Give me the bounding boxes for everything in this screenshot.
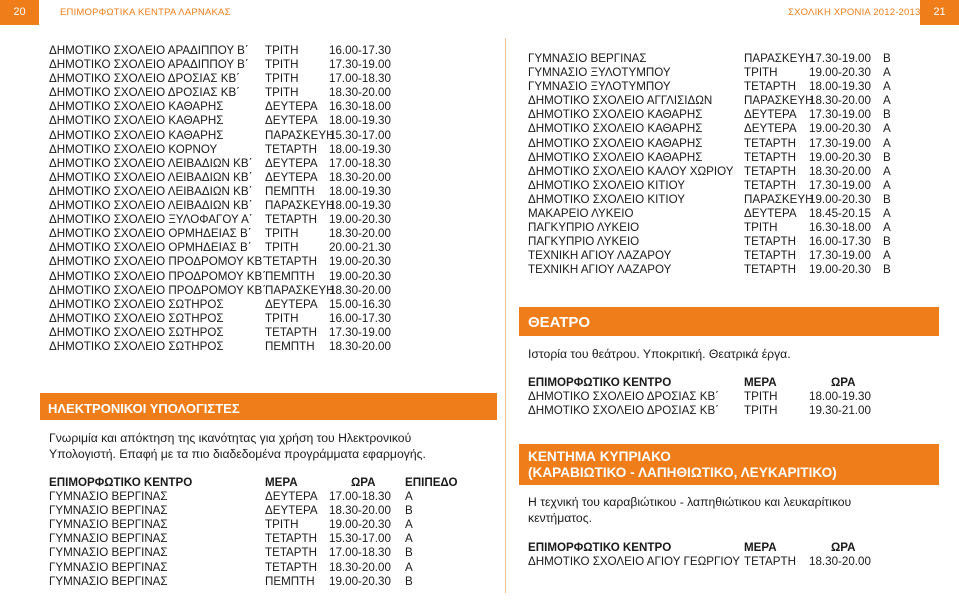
- day-cell: ΤΡΙΤΗ: [265, 241, 299, 255]
- time-cell: 17.00-18.30: [329, 72, 391, 86]
- school-cell: ΔΗΜΟΤΙΚΟ ΣΧΟΛΕΙΟ ΚΑΘΑΡΗΣ: [528, 136, 703, 150]
- table-row: [49, 532, 489, 546]
- day-cell: ΔΕΥΤΕΡΑ: [744, 122, 797, 136]
- school-cell: ΔΗΜΟΤΙΚΟ ΣΧΟΛΕΙΟ ΑΡΑΔΙΠΠΟΥ Β΄: [49, 58, 249, 72]
- school-cell: ΔΗΜΟΤΙΚΟ ΣΧΟΛΕΙΟ ΔΡΟΣΙΑΣ ΚΒ΄: [49, 72, 241, 86]
- school-cell: ΓΥΜΝΑΣΙΟ ΒΕΡΓΙΝΑΣ: [49, 504, 168, 518]
- level-cell: B: [883, 192, 891, 206]
- day-cell: ΤΕΤΑΡΤΗ: [744, 80, 796, 94]
- day-cell: ΤΡΙΤΗ: [265, 518, 299, 532]
- school-cell: ΔΗΜΟΤΙΚΟ ΣΧΟΛΕΙΟ ΛΕΙΒΑΔΙΩΝ ΚΒ΄: [49, 170, 253, 184]
- day-cell: ΤΡΙΤΗ: [265, 58, 299, 72]
- day-cell: ΤΕΤΑΡΤΗ: [744, 235, 796, 249]
- time-cell: 15.30-17.00: [329, 532, 391, 546]
- level-cell: B: [883, 263, 891, 277]
- table-row: [49, 270, 489, 284]
- table-row: [528, 390, 938, 404]
- computers-section-title: ΗΛΕΚΤΡΟΝΙΚΟΙ ΥΠΟΛΟΓΙΣΤΕΣ: [40, 393, 497, 420]
- day-cell: ΤΕΤΑΡΤΗ: [744, 555, 796, 569]
- school-cell: ΔΗΜΟΤΙΚΟ ΣΧΟΛΕΙΟ ΚΙΤΙΟΥ: [528, 192, 685, 206]
- table-row: [49, 157, 489, 171]
- school-cell: ΔΗΜΟΤΙΚΟ ΣΧΟΛΕΙΟ ΛΕΙΒΑΔΙΩΝ ΚΒ΄: [49, 156, 253, 170]
- table-row: [49, 490, 489, 504]
- time-cell: 19.00-20.30: [809, 150, 871, 164]
- day-cell: ΤΕΤΑΡΤΗ: [265, 142, 317, 156]
- time-cell: 16.00-17.30: [809, 235, 871, 249]
- table-row: [49, 326, 489, 340]
- time-cell: 19.00-20.30: [809, 263, 871, 277]
- school-cell: ΤΕΧΝΙΚΗ ΑΓΙΟΥ ΛΑΖΑΡΟΥ: [528, 263, 672, 277]
- theatre-section-title: ΘΕΑΤΡΟ: [519, 307, 939, 336]
- school-cell: ΓΥΜΝΑΣΙΟ ΒΕΡΓΙΝΑΣ: [49, 532, 168, 546]
- school-cell: ΔΗΜΟΤΙΚΟ ΣΧΟΛΕΙΟ ΑΡΑΔΙΠΠΟΥ Β΄: [49, 44, 249, 57]
- level-cell: A: [405, 560, 413, 574]
- day-cell: ΔΕΥΤΕΡΑ: [265, 297, 318, 311]
- school-cell: ΔΗΜΟΤΙΚΟ ΣΧΟΛΕΙΟ ΚΙΤΙΟΥ: [528, 178, 685, 192]
- table-row: [528, 263, 938, 277]
- table-row: [49, 100, 489, 114]
- table-row: [49, 255, 489, 269]
- table-row: [49, 171, 489, 185]
- column-header: ΜΕΡΑ: [265, 476, 298, 489]
- time-cell: 17.30-19.00: [809, 52, 871, 65]
- day-cell: ΔΕΥΤΕΡΑ: [265, 170, 318, 184]
- school-cell: ΔΗΜΟΤΙΚΟ ΣΧΟΛΕΙΟ ΔΡΟΣΙΑΣ ΚΒ΄: [49, 86, 241, 100]
- left-page-number: 20: [0, 0, 39, 25]
- school-cell: ΓΥΜΝΑΣΙΟ ΒΕΡΓΙΝΑΣ: [528, 52, 647, 65]
- day-cell: ΤΡΙΤΗ: [744, 390, 778, 404]
- table-row: [528, 52, 938, 66]
- level-cell: B: [883, 108, 891, 122]
- time-cell: 18.30-20.00: [329, 227, 391, 241]
- time-cell: 16.00-17.30: [329, 311, 391, 325]
- time-cell: 18.45-20.15: [809, 207, 871, 221]
- right-running-title: ΣΧΟΛΙΚΗ ΧΡΟΝΙΑ 2012-2013: [788, 7, 921, 18]
- day-cell: ΤΕΤΑΡΤΗ: [265, 255, 317, 269]
- day-cell: ΤΡΙΤΗ: [265, 86, 299, 100]
- table-row: [528, 94, 938, 108]
- embroidery-description: Η τεχνική του καραβιώτικου - λαπηθιώτικου και λευκαρίτικου κεντήματος.: [528, 495, 852, 525]
- day-cell: ΠΕΜΠΤΗ: [265, 574, 315, 588]
- table-row: [528, 404, 938, 418]
- time-cell: 19.00-20.30: [329, 269, 391, 283]
- left-schedule-table: [49, 44, 489, 354]
- level-cell: A: [883, 249, 891, 263]
- embroidery-title-line1: ΚΕΝΤΗΜΑ ΚΥΠΡΙΑΚΟ: [528, 449, 671, 464]
- school-cell: ΔΗΜΟΤΙΚΟ ΣΧΟΛΕΙΟ ΟΡΜΗΔΕΙΑΣ Β΄: [49, 227, 252, 241]
- table-row: [528, 122, 938, 136]
- table-row: [49, 72, 489, 86]
- time-cell: 19.00-20.30: [329, 213, 391, 227]
- day-cell: ΔΕΥΤΕΡΑ: [744, 207, 797, 221]
- time-cell: 17.30-19.00: [809, 178, 871, 192]
- school-cell: ΔΗΜΟΤΙΚΟ ΣΧΟΛΕΙΟ ΣΩΤΗΡΟΣ: [49, 311, 224, 325]
- table-row: [49, 561, 489, 575]
- time-cell: 17.00-18.30: [329, 490, 391, 504]
- time-cell: 20.00-21.30: [329, 241, 391, 255]
- level-cell: A: [405, 532, 413, 546]
- day-cell: ΠΑΡΑΣΚΕΥΗ: [744, 192, 814, 206]
- level-cell: A: [883, 221, 891, 235]
- time-cell: 18.30-20.00: [329, 283, 391, 297]
- day-cell: ΤΡΙΤΗ: [265, 44, 299, 57]
- level-cell: B: [883, 52, 891, 65]
- school-cell: ΔΗΜΟΤΙΚΟ ΣΧΟΛΕΙΟ ΠΡΟΔΡΟΜΟΥ ΚΒ΄: [49, 283, 267, 297]
- day-cell: ΔΕΥΤΕΡΑ: [744, 108, 797, 122]
- table-row: [49, 298, 489, 312]
- time-cell: 19.00-20.30: [329, 255, 391, 269]
- time-cell: 18.30-20.00: [809, 164, 871, 178]
- time-cell: 19.00-20.30: [809, 66, 871, 80]
- day-cell: ΔΕΥΤΕΡΑ: [265, 490, 318, 504]
- school-cell: ΤΕΧΝΙΚΗ ΑΓΙΟΥ ΛΑΖΑΡΟΥ: [528, 249, 672, 263]
- table-row: [528, 137, 938, 151]
- day-cell: ΔΕΥΤΕΡΑ: [265, 504, 318, 518]
- left-running-title: ΕΠΙΜΟΡΦΩΤΙΚΑ ΚΕΝΤΡΑ ΛΑΡΝΑΚΑΣ: [60, 7, 231, 18]
- table-header-row: [528, 541, 938, 555]
- day-cell: ΤΡΙΤΗ: [744, 66, 778, 80]
- table-row: [528, 207, 938, 221]
- time-cell: 19.00-20.30: [809, 192, 871, 206]
- column-divider: [505, 38, 506, 593]
- embroidery-table: [528, 541, 938, 569]
- day-cell: ΔΕΥΤΕΡΑ: [265, 156, 318, 170]
- day-cell: ΤΡΙΤΗ: [744, 404, 778, 418]
- day-cell: ΠΑΡΑΣΚΕΥΗ: [744, 52, 814, 65]
- page-header: [0, 0, 959, 25]
- time-cell: 18.00-19.30: [329, 199, 391, 213]
- column-header: ΕΠΙΜΟΡΦΩΤΙΚΟ ΚΕΝΤΡΟ: [49, 476, 193, 489]
- level-cell: A: [883, 66, 891, 80]
- school-cell: ΓΥΜΝΑΣΙΟ ΒΕΡΓΙΝΑΣ: [49, 574, 168, 588]
- time-cell: 15.30-17.00: [329, 128, 391, 142]
- time-cell: 18.30-20.00: [329, 504, 391, 518]
- table-row: [49, 185, 489, 199]
- day-cell: ΠΕΜΠΤΗ: [265, 184, 315, 198]
- time-cell: 16.30-18.00: [809, 221, 871, 235]
- table-row: [49, 58, 489, 72]
- theatre-table: [528, 376, 938, 418]
- school-cell: ΔΗΜΟΤΙΚΟ ΣΧΟΛΕΙΟ ΛΕΙΒΑΔΙΩΝ ΚΒ΄: [49, 184, 253, 198]
- table-row: [49, 143, 489, 157]
- table-row: [49, 129, 489, 143]
- level-cell: A: [883, 122, 891, 136]
- day-cell: ΤΕΤΑΡΤΗ: [265, 213, 317, 227]
- level-cell: B: [883, 235, 891, 249]
- school-cell: ΜΑΚΑΡΕΙΟ ΛΥΚΕΙΟ: [528, 207, 634, 221]
- time-cell: 18.00-19.30: [809, 390, 871, 404]
- school-cell: ΔΗΜΟΤΙΚΟ ΣΧΟΛΕΙΟ ΟΡΜΗΔΕΙΑΣ Β΄: [49, 241, 252, 255]
- time-cell: 15.00-16.30: [329, 297, 391, 311]
- day-cell: ΤΕΤΑΡΤΗ: [744, 136, 796, 150]
- school-cell: ΔΗΜΟΤΙΚΟ ΣΧΟΛΕΙΟ ΑΓΙΟΥ ΓΕΩΡΓΙΟΥ: [528, 555, 740, 569]
- table-row: [49, 241, 489, 255]
- school-cell: ΠΑΓΚΥΠΡΙΟ ΛΥΚΕΙΟ: [528, 221, 640, 235]
- table-row: [528, 179, 938, 193]
- school-cell: ΔΗΜΟΤΙΚΟ ΣΧΟΛΕΙΟ ΣΩΤΗΡΟΣ: [49, 339, 224, 353]
- column-header: ΕΠΙΜΟΡΦΩΤΙΚΟ ΚΕΝΤΡΟ: [528, 541, 672, 554]
- day-cell: ΤΕΤΑΡΤΗ: [265, 560, 317, 574]
- time-cell: 18.30-20.00: [329, 170, 391, 184]
- time-cell: 17.30-19.00: [329, 325, 391, 339]
- level-cell: A: [405, 490, 413, 504]
- time-cell: 18.00-19.30: [329, 184, 391, 198]
- computers-table: [49, 476, 489, 589]
- day-cell: ΠΕΜΠΤΗ: [265, 339, 315, 353]
- school-cell: ΔΗΜΟΤΙΚΟ ΣΧΟΛΕΙΟ ΔΡΟΣΙΑΣ ΚΒ΄: [528, 390, 720, 404]
- time-cell: 18.30-20.00: [809, 555, 871, 569]
- school-cell: ΓΥΜΝΑΣΙΟ ΒΕΡΓΙΝΑΣ: [49, 518, 168, 532]
- table-row: [49, 518, 489, 532]
- table-row: [528, 249, 938, 263]
- column-header: ΜΕΡΑ: [744, 541, 777, 554]
- school-cell: ΔΗΜΟΤΙΚΟ ΣΧΟΛΕΙΟ ΣΩΤΗΡΟΣ: [49, 297, 224, 311]
- computers-description: Γνωριμία και απόκτηση της ικανότητας για χρήση του Ηλεκτρονικού Υπολογιστή. Επαφή με τα πιο διαδεδομένα προγράμματα εφαρμογής.: [49, 431, 426, 461]
- level-cell: A: [405, 518, 413, 532]
- level-cell: B: [883, 150, 891, 164]
- day-cell: ΠΑΡΑΣΚΕΥΗ: [265, 199, 335, 213]
- table-row: [49, 284, 489, 298]
- time-cell: 16.30-18.00: [329, 100, 391, 114]
- school-cell: ΓΥΜΝΑΣΙΟ ΒΕΡΓΙΝΑΣ: [49, 546, 168, 560]
- day-cell: ΤΡΙΤΗ: [265, 227, 299, 241]
- day-cell: ΠΑΡΑΣΚΕΥΗ: [744, 94, 814, 108]
- table-row: [528, 108, 938, 122]
- level-cell: B: [405, 546, 413, 560]
- day-cell: ΤΡΙΤΗ: [265, 72, 299, 86]
- column-header: ΕΠΙΜΟΡΦΩΤΙΚΟ ΚΕΝΤΡΟ: [528, 376, 672, 389]
- time-cell: 19.30-21.00: [809, 404, 871, 418]
- table-row: [528, 193, 938, 207]
- time-cell: 18.30-20.00: [329, 339, 391, 353]
- time-cell: 18.00-19.30: [329, 114, 391, 128]
- time-cell: 18.00-19.30: [329, 142, 391, 156]
- day-cell: ΔΕΥΤΕΡΑ: [265, 114, 318, 128]
- time-cell: 17.30-19.00: [809, 136, 871, 150]
- table-row: [49, 340, 489, 354]
- school-cell: ΔΗΜΟΤΙΚΟ ΣΧΟΛΕΙΟ ΚΑΘΑΡΗΣ: [49, 100, 224, 114]
- table-row: [528, 66, 938, 80]
- day-cell: ΤΕΤΑΡΤΗ: [744, 150, 796, 164]
- day-cell: ΤΡΙΤΗ: [744, 221, 778, 235]
- day-cell: ΤΕΤΑΡΤΗ: [265, 325, 317, 339]
- time-cell: 18.30-20.00: [329, 560, 391, 574]
- table-row: [528, 151, 938, 165]
- embroidery-title-line2: (ΚΑΡΑΒΙΩΤΙΚΟ - ΛΑΠΗΘΙΩΤΙΚΟ, ΛΕΥΚΑΡΙΤΙΚΟ): [528, 465, 837, 480]
- day-cell: ΤΕΤΑΡΤΗ: [744, 164, 796, 178]
- column-header: ΩΡΑ: [831, 541, 856, 554]
- school-cell: ΔΗΜΟΤΙΚΟ ΣΧΟΛΕΙΟ ΚΑΘΑΡΗΣ: [528, 122, 703, 136]
- school-cell: ΔΗΜΟΤΙΚΟ ΣΧΟΛΕΙΟ ΚΑΘΑΡΗΣ: [528, 150, 703, 164]
- column-header: ΕΠΙΠΕΔΟ: [405, 476, 458, 489]
- school-cell: ΓΥΜΝΑΣΙΟ ΞΥΛΟΤΥΜΠΟΥ: [528, 66, 671, 80]
- column-header: ΜΕΡΑ: [744, 376, 777, 389]
- school-cell: ΔΗΜΟΤΙΚΟ ΣΧΟΛΕΙΟ ΠΡΟΔΡΟΜΟΥ ΚΒ΄: [49, 255, 267, 269]
- level-cell: A: [883, 207, 891, 221]
- time-cell: 17.00-18.30: [329, 546, 391, 560]
- column-header: ΩΡΑ: [831, 376, 856, 389]
- table-row: [49, 575, 489, 589]
- school-cell: ΔΗΜΟΤΙΚΟ ΣΧΟΛΕΙΟ ΔΡΟΣΙΑΣ ΚΒ΄: [528, 404, 720, 418]
- table-header-row: [528, 376, 938, 390]
- school-cell: ΔΗΜΟΤΙΚΟ ΣΧΟΛΕΙΟ ΛΕΙΒΑΔΙΩΝ ΚΒ΄: [49, 199, 253, 213]
- school-cell: ΔΗΜΟΤΙΚΟ ΣΧΟΛΕΙΟ ΚΑΘΑΡΗΣ: [528, 108, 703, 122]
- school-cell: ΔΗΜΟΤΙΚΟ ΣΧΟΛΕΙΟ ΣΩΤΗΡΟΣ: [49, 325, 224, 339]
- time-cell: 17.30-19.00: [809, 249, 871, 263]
- day-cell: ΤΡΙΤΗ: [265, 311, 299, 325]
- theatre-description: Ιστορία του θεάτρου. Υποκριτική. Θεατρικά έργα.: [528, 347, 791, 361]
- school-cell: ΓΥΜΝΑΣΙΟ ΒΕΡΓΙΝΑΣ: [49, 560, 168, 574]
- time-cell: 19.00-20.30: [329, 574, 391, 588]
- table-row: [49, 227, 489, 241]
- level-cell: B: [405, 574, 413, 588]
- table-row: [528, 555, 938, 569]
- table-row: [49, 86, 489, 100]
- time-cell: 16.00-17.30: [329, 44, 391, 57]
- time-cell: 17.30-19.00: [809, 108, 871, 122]
- school-cell: ΔΗΜΟΤΙΚΟ ΣΧΟΛΕΙΟ ΚΑΘΑΡΗΣ: [49, 114, 224, 128]
- table-row: [528, 165, 938, 179]
- table-row: [49, 213, 489, 227]
- school-cell: ΔΗΜΟΤΙΚΟ ΣΧΟΛΕΙΟ ΑΓΓΛΙΣΙΔΩΝ: [528, 94, 713, 108]
- table-header-row: [49, 476, 489, 490]
- time-cell: 17.30-19.00: [329, 58, 391, 72]
- right-schedule-table: [528, 52, 938, 278]
- school-cell: ΔΗΜΟΤΙΚΟ ΣΧΟΛΕΙΟ ΞΥΛΟΦΑΓΟΥ Α΄: [49, 213, 253, 227]
- school-cell: ΔΗΜΟΤΙΚΟ ΣΧΟΛΕΙΟ ΚΑΘΑΡΗΣ: [49, 128, 224, 142]
- time-cell: 18.30-20.00: [329, 86, 391, 100]
- table-row: [49, 44, 489, 58]
- table-row: [49, 312, 489, 326]
- table-row: [528, 221, 938, 235]
- day-cell: ΠΑΡΑΣΚΕΥΗ: [265, 283, 335, 297]
- school-cell: ΠΑΓΚΥΠΡΙΟ ΛΥΚΕΙΟ: [528, 235, 640, 249]
- day-cell: ΤΕΤΑΡΤΗ: [744, 263, 796, 277]
- time-cell: 17.00-18.30: [329, 156, 391, 170]
- table-row: [528, 80, 938, 94]
- embroidery-section-title: [519, 444, 939, 485]
- level-cell: A: [883, 164, 891, 178]
- day-cell: ΠΑΡΑΣΚΕΥΗ: [265, 128, 335, 142]
- table-row: [49, 504, 489, 518]
- table-row: [49, 199, 489, 213]
- day-cell: ΤΕΤΑΡΤΗ: [265, 532, 317, 546]
- column-header: ΩΡΑ: [351, 476, 376, 489]
- time-cell: 18.00-19.30: [809, 80, 871, 94]
- table-row: [49, 546, 489, 560]
- time-cell: 19.00-20.30: [809, 122, 871, 136]
- school-cell: ΓΥΜΝΑΣΙΟ ΒΕΡΓΙΝΑΣ: [49, 490, 168, 504]
- school-cell: ΔΗΜΟΤΙΚΟ ΣΧΟΛΕΙΟ ΠΡΟΔΡΟΜΟΥ ΚΒ΄: [49, 269, 267, 283]
- day-cell: ΠΕΜΠΤΗ: [265, 269, 315, 283]
- school-cell: ΓΥΜΝΑΣΙΟ ΞΥΛΟΤΥΜΠΟΥ: [528, 80, 671, 94]
- day-cell: ΔΕΥΤΕΡΑ: [265, 100, 318, 114]
- table-row: [49, 114, 489, 128]
- day-cell: ΤΕΤΑΡΤΗ: [744, 249, 796, 263]
- level-cell: A: [883, 136, 891, 150]
- table-row: [528, 235, 938, 249]
- day-cell: ΤΕΤΑΡΤΗ: [265, 546, 317, 560]
- level-cell: B: [405, 504, 413, 518]
- time-cell: 19.00-20.30: [329, 518, 391, 532]
- level-cell: A: [883, 94, 891, 108]
- school-cell: ΔΗΜΟΤΙΚΟ ΣΧΟΛΕΙΟ ΚΑΛΟΥ ΧΩΡΙΟΥ: [528, 164, 734, 178]
- level-cell: A: [883, 178, 891, 192]
- time-cell: 18.30-20.00: [809, 94, 871, 108]
- school-cell: ΔΗΜΟΤΙΚΟ ΣΧΟΛΕΙΟ ΚΟΡΝΟΥ: [49, 142, 218, 156]
- right-page-number: 21: [920, 0, 959, 25]
- day-cell: ΤΕΤΑΡΤΗ: [744, 178, 796, 192]
- level-cell: A: [883, 80, 891, 94]
